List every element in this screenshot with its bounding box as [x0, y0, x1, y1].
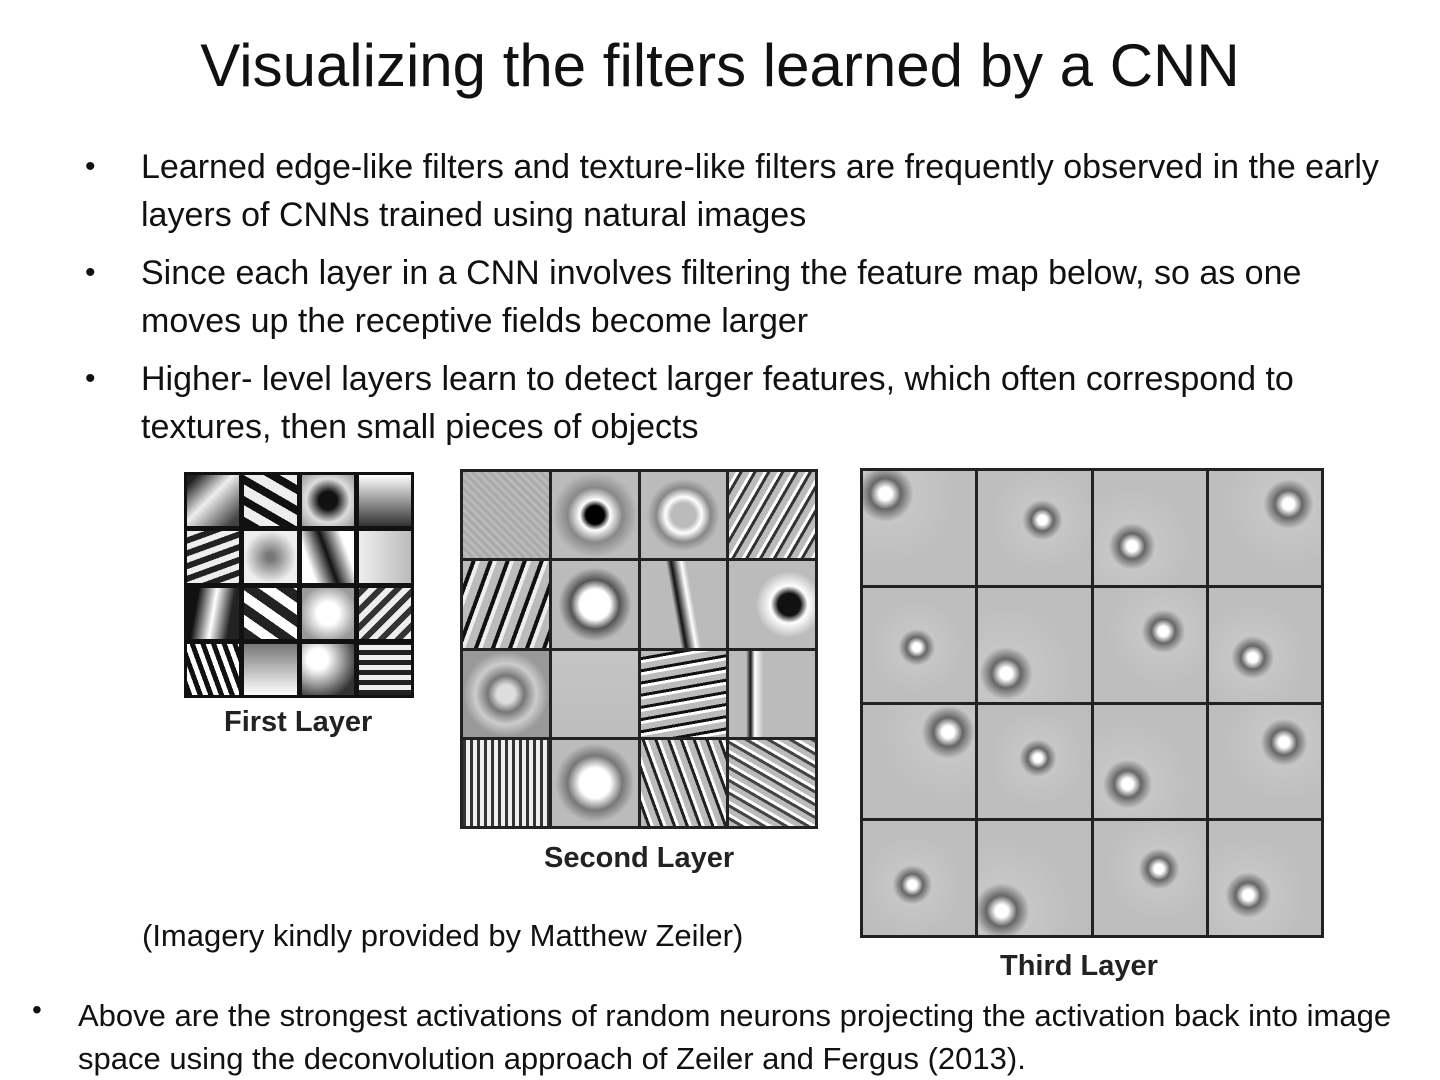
- filter-tile: [302, 531, 354, 582]
- filter-tile: [359, 644, 411, 695]
- filter-tile: [1094, 588, 1206, 702]
- filter-tile: [641, 472, 727, 558]
- bullet-dot: •: [32, 994, 42, 1025]
- first-layer-filter-grid: [184, 472, 414, 698]
- filter-tile: [244, 644, 296, 695]
- filter-tile: [187, 588, 239, 639]
- filter-tile: [552, 472, 638, 558]
- bottom-bullet-text: Above are the strongest activations of random neurons projecting the activation back into image space using the deconvolution approach of Zeiler and Fergus (2013).: [78, 998, 1392, 1076]
- filter-tile: [729, 651, 815, 737]
- filter-tile: [302, 588, 354, 639]
- first-layer-caption: First Layer: [224, 706, 373, 738]
- bullet-dot: •: [85, 362, 96, 395]
- bullet-list: [85, 143, 1385, 461]
- filter-tile: [244, 475, 296, 526]
- filter-tile: [863, 471, 975, 585]
- filter-tile: [1209, 821, 1321, 935]
- filter-tile: [359, 531, 411, 582]
- filter-tile: [244, 531, 296, 582]
- filter-tile: [978, 471, 1090, 585]
- filter-tile: [1209, 588, 1321, 702]
- filter-tile: [1209, 471, 1321, 585]
- filter-tile: [729, 561, 815, 647]
- filter-tile: [863, 705, 975, 819]
- filter-tile: [863, 588, 975, 702]
- bullet-item: [85, 249, 1385, 345]
- bullet-text: Learned edge-like filters and texture-like filters are frequently observed in the early layers of CNNs trained using natural images: [141, 148, 1379, 234]
- bullet-dot: •: [85, 150, 96, 183]
- filter-tile: [463, 651, 549, 737]
- filter-tile: [729, 740, 815, 826]
- filter-tile: [359, 588, 411, 639]
- filter-tile: [359, 475, 411, 526]
- filter-tile: [552, 651, 638, 737]
- filter-tile: [302, 644, 354, 695]
- image-credit: (Imagery kindly provided by Matthew Zeiler): [142, 918, 744, 953]
- filter-tile: [187, 475, 239, 526]
- filter-tile: [1094, 821, 1206, 935]
- filter-tile: [978, 705, 1090, 819]
- bullet-item: [85, 143, 1385, 239]
- filter-tile: [463, 740, 549, 826]
- third-layer-caption: Third Layer: [1000, 950, 1158, 982]
- filter-tile: [552, 740, 638, 826]
- filter-tile: [978, 588, 1090, 702]
- filter-tile: [641, 740, 727, 826]
- bottom-bullet: [32, 994, 1432, 1080]
- filter-tile: [978, 821, 1090, 935]
- filter-tile: [552, 561, 638, 647]
- filter-tile: [1094, 471, 1206, 585]
- bullet-item: [85, 355, 1385, 451]
- slide-title: Visualizing the filters learned by a CNN: [200, 32, 1240, 99]
- filter-tile: [187, 531, 239, 582]
- filter-tile: [1209, 705, 1321, 819]
- filter-tile: [863, 821, 975, 935]
- filter-tile: [302, 475, 354, 526]
- second-layer-filter-grid: [460, 469, 818, 829]
- filter-tile: [244, 588, 296, 639]
- bullet-text: Since each layer in a CNN involves filtering the feature map below, so as one moves up the receptive fields become larger: [141, 254, 1302, 340]
- filter-tile: [463, 472, 549, 558]
- filter-tile: [641, 651, 727, 737]
- filter-tile: [729, 472, 815, 558]
- filter-tile: [1094, 705, 1206, 819]
- bullet-text: Higher- level layers learn to detect larger features, which often correspond to textures, then small pieces of objects: [141, 360, 1294, 446]
- filter-tile: [463, 561, 549, 647]
- bullet-dot: •: [85, 256, 96, 289]
- filter-tile: [187, 644, 239, 695]
- second-layer-caption: Second Layer: [544, 842, 735, 874]
- filter-tile: [641, 561, 727, 647]
- third-layer-filter-grid: [860, 468, 1324, 938]
